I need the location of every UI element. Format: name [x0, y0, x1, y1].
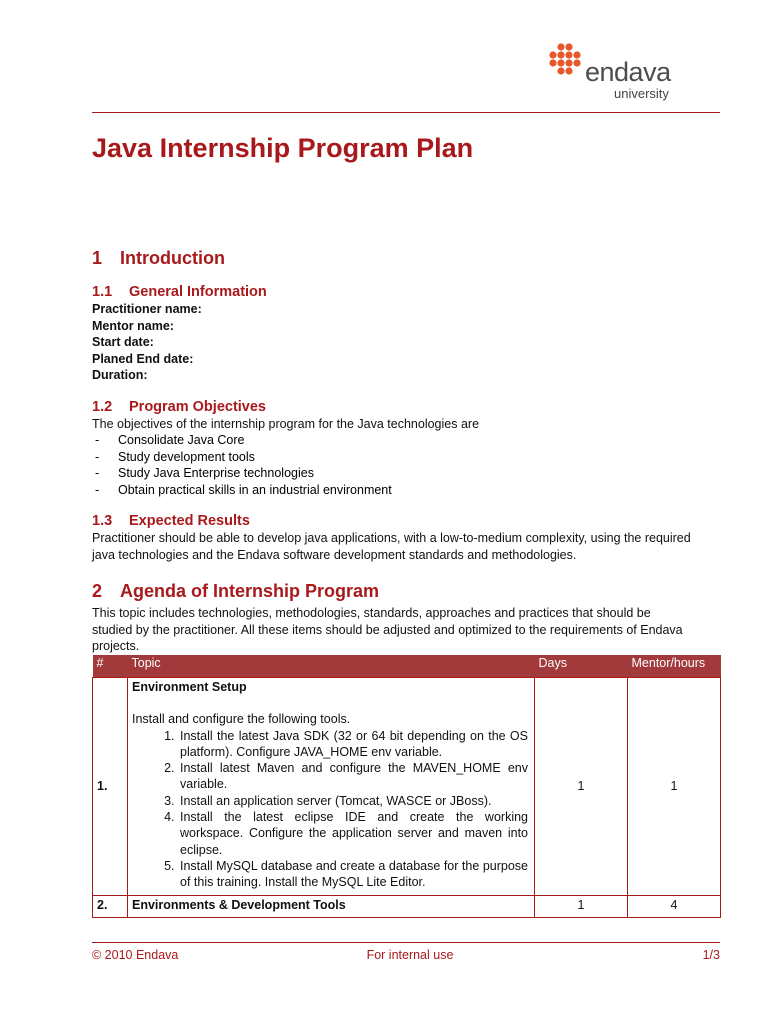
row-number: 2.	[93, 896, 128, 918]
header-divider	[92, 112, 720, 113]
subsection-expected-results-heading	[92, 512, 250, 530]
document-title: Java Internship Program Plan	[92, 133, 474, 163]
table-header-row	[93, 655, 721, 678]
topic-intro: Install and configure the following tools.	[132, 712, 351, 727]
field-start-date: Start date:	[92, 335, 154, 349]
table-row	[93, 678, 721, 896]
subsection-title: General Information	[129, 284, 267, 300]
list-item: - Consolidate Java Core	[92, 432, 392, 449]
subsection-general-information-heading	[92, 283, 267, 301]
general-information-fields	[92, 301, 202, 384]
subsection-title: Expected Results	[129, 513, 250, 529]
section-introduction-heading	[92, 246, 225, 270]
logo-tagline: university	[614, 86, 669, 101]
list-item: 4. Install the latest eclipse IDE and create the working workspace. Configure the application server and maven into eclipse.	[178, 809, 528, 858]
section-title: Introduction	[120, 248, 225, 268]
column-header-days: Days	[535, 655, 628, 678]
footer-page-number: 1/3	[702, 948, 720, 962]
row-mentor-hours: 4	[628, 896, 721, 918]
column-header-mentor-hours: Mentor/hours	[628, 655, 721, 678]
field-mentor-name: Mentor name:	[92, 318, 174, 333]
subsection-number: 1.2	[92, 399, 113, 415]
section-number: 1	[92, 248, 103, 268]
objectives-intro: The objectives of the internship program for the Java technologies are	[92, 417, 480, 431]
row-days: 1	[535, 678, 628, 896]
section-agenda-heading	[92, 579, 379, 603]
subsection-number: 1.3	[92, 513, 113, 529]
logo-wordmark: endava	[585, 57, 671, 87]
footer-classification: For internal use	[366, 948, 454, 962]
footer-divider	[92, 942, 720, 943]
row-mentor-hours: 1	[628, 678, 721, 896]
field-end-date: Planed End date:	[92, 351, 194, 366]
list-item: - Obtain practical skills in an industrial environment	[92, 482, 392, 499]
agenda-description: This topic includes technologies, methodologies, standards, approaches and practices that should be studied by the practitioner. All these items should be adjusted and optimized to the requirements of Endava projects.	[92, 606, 683, 653]
row-topic	[128, 678, 535, 896]
section-title: Agenda of Internship Program	[120, 581, 380, 601]
list-item: 5. Install MySQL database and create a database for the purpose of this training. Install the MySQL Lite Editor.	[178, 858, 528, 891]
list-item: - Study Java Enterprise technologies	[92, 465, 392, 482]
setup-steps-list	[132, 728, 528, 891]
section-number: 2	[92, 581, 103, 601]
list-item: - Study development tools	[92, 449, 392, 466]
row-days: 1	[535, 896, 628, 918]
spacer	[132, 695, 528, 711]
subsection-title: Program Objectives	[129, 399, 266, 415]
table-row	[93, 896, 721, 918]
list-item: 1. Install the latest Java SDK (32 or 64 bit depending on the OS platform). Configure JAVA_HOME env variable.	[178, 728, 528, 761]
row-number: 1.	[93, 678, 128, 896]
field-practitioner-name: Practitioner name:	[92, 302, 202, 316]
topic-title: Environment Setup	[132, 680, 247, 694]
column-header-topic: Topic	[128, 655, 535, 678]
list-item: 3. Install an application server (Tomcat, WASCE or JBoss).	[178, 793, 528, 809]
agenda-table	[92, 655, 721, 918]
list-item: 2. Install latest Maven and configure the MAVEN_HOME env variable.	[178, 760, 528, 793]
field-duration: Duration:	[92, 368, 148, 382]
subsection-number: 1.1	[92, 284, 113, 300]
subsection-program-objectives-heading	[92, 398, 266, 416]
row-topic: Environments & Development Tools	[128, 896, 535, 918]
column-header-number: #	[93, 655, 128, 678]
footer-copyright: © 2010 Endava	[92, 948, 179, 962]
objectives-list	[92, 432, 392, 498]
expected-results-text: Practitioner should be able to develop java applications, with a low-to-medium complexity, using the required java technologies and the Endava software development standards and methodologies.	[92, 531, 691, 562]
endava-logo	[545, 42, 685, 104]
